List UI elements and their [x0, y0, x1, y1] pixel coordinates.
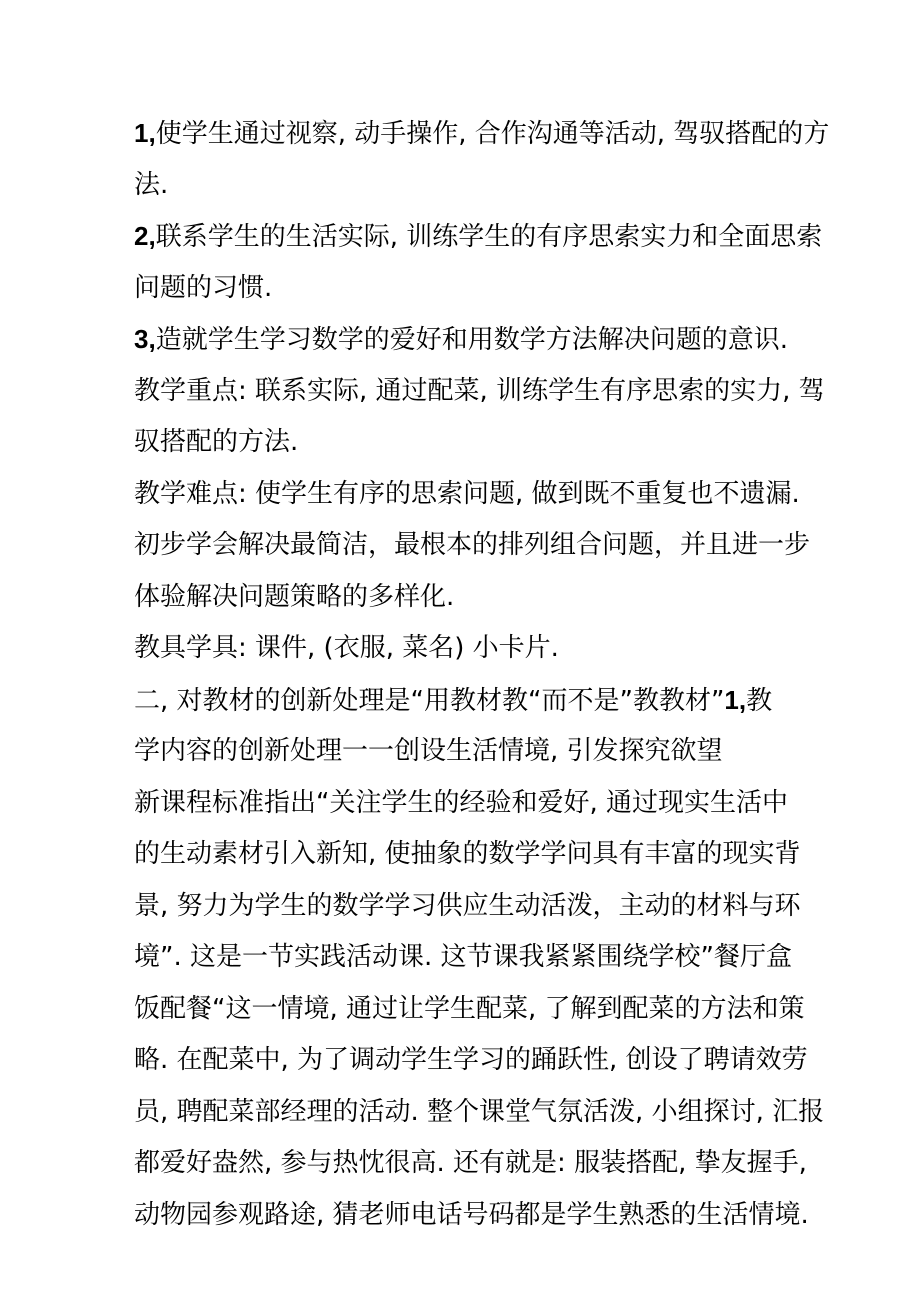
paragraph-line: [134, 881, 801, 933]
line-text: 动物园参观路途, 猜老师电话号码都是学生熟悉的生活情境.: [134, 1199, 809, 1230]
list-number: 1,: [134, 118, 156, 148]
document-body: [134, 108, 830, 1241]
paragraph-line: [134, 932, 794, 984]
paragraph-line: [134, 520, 811, 572]
paragraph-line: [134, 778, 794, 830]
line-text: 教学重点: 联系实际, 通过配菜, 训练学生有序思索的实力, 驾: [134, 375, 825, 406]
paragraph-line: [134, 675, 794, 727]
paragraph-line: [134, 1190, 809, 1242]
paragraph-line: [134, 829, 801, 881]
paragraph-line: [134, 1138, 807, 1190]
paragraph-line: [134, 572, 794, 624]
paragraph-line: [134, 469, 800, 521]
line-text: 驭搭配的方法.: [134, 427, 299, 457]
line-text: 景, 努力为学生的数学学习供应生动活泼，主动的材料与环: [134, 890, 801, 921]
paragraph-line: [134, 984, 805, 1036]
list-number: 2,: [134, 221, 156, 251]
line-text: 饭配餐“这一情境, 通过让学生配菜, 了解到配菜的方法和策: [134, 993, 805, 1024]
list-number: 3,: [134, 324, 156, 354]
line-text: 教学难点: 使学生有序的思索问题, 做到既不重复也不遗漏.: [134, 478, 800, 509]
paragraph-line: [134, 366, 825, 418]
paragraph-line: [134, 211, 823, 263]
line-text: 教: [746, 685, 773, 716]
list-number: 1,: [724, 684, 747, 715]
line-text: 使学生通过视察, 动手操作, 合作沟通等活动, 驾驭搭配的方: [155, 119, 830, 149]
paragraph-line: [134, 1035, 808, 1087]
paragraph-line: [134, 263, 794, 315]
line-text: 略. 在配菜中, 为了调动学生学习的踊跃性, 创设了聘请效劳: [134, 1045, 808, 1075]
paragraph-line: [134, 417, 794, 469]
paragraph-line: [134, 623, 794, 675]
line-text: 新课程标准指出“关注学生的经验和爱好, 通过现实生活中: [134, 787, 788, 818]
line-text: 都爱好盎然, 参与热忱很高. 还有就是: 服装搭配, 挚友握手,: [134, 1148, 807, 1178]
line-text: 法.: [134, 169, 169, 200]
line-text: 员, 聘配菜部经理的活动. 整个课堂气氛活泼, 小组探讨, 汇报: [134, 1096, 825, 1127]
paragraph-line: [134, 1087, 825, 1139]
line-text: 造就学生学习数学的爱好和用数学方法解决问题的意识.: [155, 325, 788, 355]
line-text: 体验解决问题策略的多样化.: [134, 581, 455, 612]
line-text: 境”. 这是一节实践活动课. 这节课我紧紧围绕学校”餐厅盒: [134, 942, 792, 972]
line-text: 联系学生的生活实际, 训练学生的有序思索实力和全面思索: [155, 222, 823, 252]
paragraph-line: [134, 726, 794, 778]
line-text: 二, 对教材的创新处理是“用教材教“而不是”教教材”: [134, 685, 725, 716]
line-text: 的生动素材引入新知, 使抽象的数学学问具有丰富的现实背: [134, 839, 801, 869]
paragraph-line: [134, 160, 794, 212]
line-text: 学内容的创新处理一一创设生活情境, 引发探究欲望: [134, 736, 723, 766]
paragraph-line: [134, 108, 830, 160]
line-text: 问题的习惯.: [134, 272, 273, 303]
line-text: 初步学会解决最简洁，最根本的排列组合问题，并且进一步: [134, 530, 811, 560]
line-text: 教具学具: 课件, (衣服, 菜名) 小卡片.: [134, 633, 559, 663]
paragraph-line: [134, 314, 794, 366]
